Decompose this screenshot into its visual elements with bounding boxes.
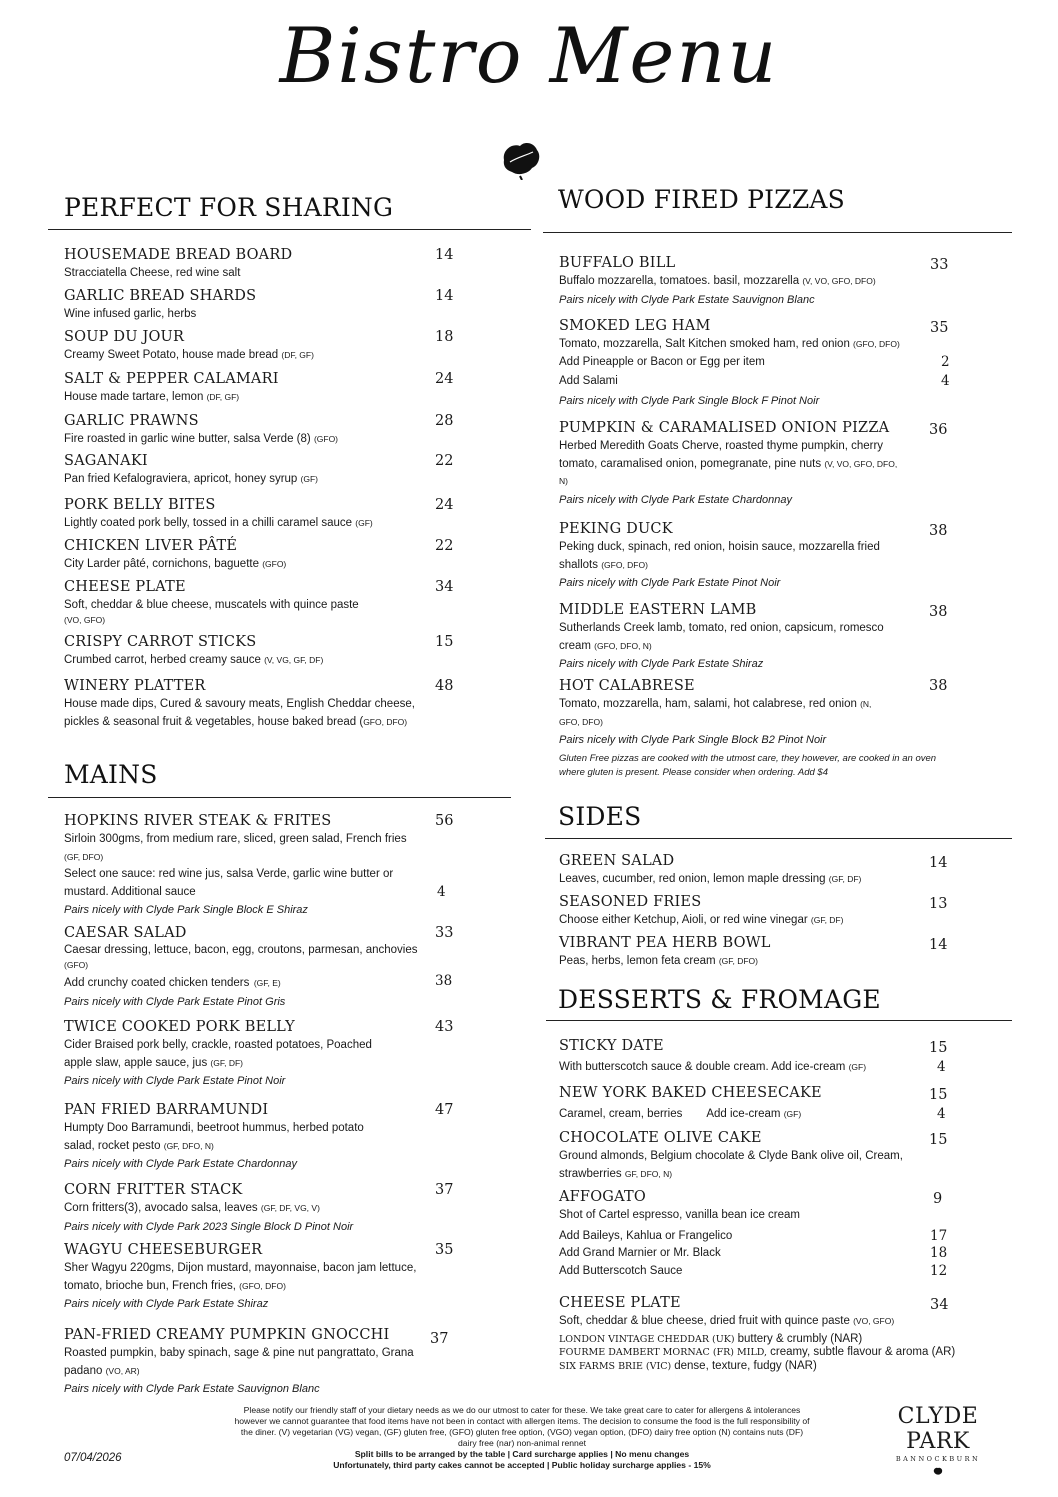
sharing-title: PERFECT FOR SHARING xyxy=(64,193,394,222)
item-name: CAESAR SALAD xyxy=(64,925,187,941)
item-tag: (N, GFO, DFO) xyxy=(559,699,872,727)
item-desc: Leaves, cucumber, red onion, lemon maple dressing xyxy=(559,873,826,885)
item-tag: (VO, AR) xyxy=(105,1365,140,1376)
item-name: CHEESE PLATE xyxy=(64,579,186,595)
item-tag: (GF) xyxy=(783,1109,802,1119)
item-name: PAN-FRIED CREAMY PUMPKIN GNOCCHI xyxy=(64,1327,390,1343)
item-desc: Corn fritters(3), avocado salsa, leaves xyxy=(64,1202,258,1214)
menu-date: 07/04/2026 xyxy=(64,1452,122,1464)
item-tag: (GF, E) xyxy=(253,978,281,988)
item-price: 14 xyxy=(929,855,948,871)
item-price: 35 xyxy=(930,320,949,336)
item-desc: Roasted pumpkin, baby spinach, sage & pine nut pangrattato, Grana padano xyxy=(64,1347,414,1377)
cheese-item xyxy=(559,1360,959,1374)
item-tag: (VO, GFO) xyxy=(64,614,106,625)
item-name: HOT CALABRESE xyxy=(559,678,695,694)
item-name: CHOCOLATE OLIVE CAKE xyxy=(559,1130,762,1146)
cheese-name: FOURME DAMBERT MORNAC (FR) MILD, xyxy=(559,1347,768,1358)
item-price: 56 xyxy=(435,813,454,829)
item-desc: Caramel, cream, berries xyxy=(559,1108,683,1120)
list-item xyxy=(559,893,959,934)
item-name: SEASONED FRIES xyxy=(559,894,702,910)
item-price: 14 xyxy=(435,247,454,263)
list-item xyxy=(64,370,464,412)
menu-title-block xyxy=(0,11,1058,100)
item-price: 38 xyxy=(929,678,948,694)
item-desc: Tomato, mozzarella, Salt Kitchen smoked ham, red onion xyxy=(559,338,850,350)
item-tag: (GF, DFO) xyxy=(64,851,104,862)
item-price: 43 xyxy=(435,1019,454,1035)
item-desc: Pan fried Kefalograviera, apricot, honey syrup xyxy=(64,473,298,485)
item-name: MIDDLE EASTERN LAMB xyxy=(559,602,757,618)
pairing-note: Pairs nicely with Clyde Park Estate Sauvignon Blanc xyxy=(559,293,815,306)
list-item xyxy=(64,812,464,924)
item-tag: (GFO, DFO, N) xyxy=(594,640,652,651)
sides-title: SIDES xyxy=(558,802,642,831)
cheese-name: SIX FARMS BRIE (VIC) xyxy=(559,1360,672,1372)
list-item xyxy=(559,1188,959,1294)
item-price: 35 xyxy=(435,1242,454,1258)
sharing-heading xyxy=(64,193,393,222)
item-tag: (V, VO, GFO, DFO) xyxy=(802,276,876,286)
list-item xyxy=(559,317,959,419)
item-desc: Cider Braised pork belly, crackle, roasted potatoes, Poached apple slaw, apple sauce, jus xyxy=(64,1039,372,1069)
item-name: CORN FRITTER STACK xyxy=(64,1182,243,1198)
item-price: 15 xyxy=(435,634,454,650)
leaf-icon xyxy=(500,140,542,180)
item-name: HOUSEMADE BREAD BOARD xyxy=(64,247,293,263)
item-desc: City Larder pâté, cornichons, baguette xyxy=(64,558,259,570)
item-price: 2 xyxy=(941,353,950,370)
list-item xyxy=(559,1084,959,1129)
list-item xyxy=(64,537,464,578)
item-price: 33 xyxy=(435,925,454,941)
item-name: SALT & PEPPER CALAMARI xyxy=(64,371,279,387)
item-name: SMOKED LEG HAM xyxy=(559,318,711,334)
item-tag: (GF, DFO) xyxy=(718,956,759,966)
item-name: AFFOGATO xyxy=(559,1189,646,1205)
list-item xyxy=(559,520,959,601)
item-desc: Caesar dressing, lettuce, bacon, egg, croutons, parmesan, anchovies xyxy=(64,944,418,956)
pizzas-list xyxy=(559,254,959,780)
item-tag: (GFO) xyxy=(64,960,89,970)
pizzas-heading xyxy=(558,185,845,214)
pairing-note: Pairs nicely with Clyde Park 2023 Single Block D Pinot Noir xyxy=(64,1220,354,1233)
item-price: 9 xyxy=(933,1191,943,1207)
item-price: 13 xyxy=(929,896,948,912)
item-tag: (V, VG, GF, DF) xyxy=(264,655,324,665)
item-desc: Peas, herbs, lemon feta cream xyxy=(559,955,716,967)
item-tag: (GFO, DFO) xyxy=(601,559,648,570)
item-name: GARLIC PRAWNS xyxy=(64,413,199,429)
item-tag: (GF, DF) xyxy=(210,1057,243,1068)
item-desc: Peking duck, spinach, red onion, hoisin sauce, mozzarella fried shallots xyxy=(559,541,880,571)
dietary-notice: Please notify our friendly staff of your dietary needs as we do our utmost to cater for these. We take great care to cater for allergens & intolerances however we cannot guarantee that food items have not been in contact with allergen items. The decision to consume the food is the full responsibility of the diner. (V) vegetarian (VG) vegan, (GF) gluten free, (GFO) gluten free option, (VGO) vegan option, (DFO) dairy free option (N) contains nuts (DF) dairy free (nar) non-animal rennet xyxy=(234,1405,810,1448)
item-price: 15 xyxy=(929,1040,948,1056)
item-name: SAGANAKI xyxy=(64,453,148,469)
list-item xyxy=(64,328,464,370)
item-price: 12 xyxy=(930,1262,948,1279)
list-item xyxy=(559,1037,959,1084)
brand-logo xyxy=(868,1404,1008,1481)
item-desc: House made tartare, lemon xyxy=(64,391,204,403)
desserts-heading xyxy=(558,985,881,1014)
item-tag: (GFO, DFO) xyxy=(239,1280,286,1291)
mains-list xyxy=(64,812,464,1398)
list-item xyxy=(64,1181,464,1241)
item-price: 33 xyxy=(930,257,949,273)
item-desc: Soft, cheddar & blue cheese, muscatels with quince paste xyxy=(64,599,359,611)
list-item xyxy=(559,1294,959,1373)
brand-name: CLYDE PARK xyxy=(897,1404,979,1454)
item-price: 4 xyxy=(937,1059,946,1075)
list-item xyxy=(64,452,464,496)
item-price: 4 xyxy=(937,1106,946,1122)
item-tag: (V, VO, GFO, DFO, N) xyxy=(559,458,898,486)
divider xyxy=(546,1020,1012,1021)
item-price: 18 xyxy=(435,329,454,345)
pairing-note: Pairs nicely with Clyde Park Estate Sauvignon Blanc xyxy=(64,1383,320,1395)
item-name: WAGYU CHEESEBURGER xyxy=(64,1242,263,1258)
cheese-item xyxy=(559,1346,959,1360)
item-name: GARLIC BREAD SHARDS xyxy=(64,288,257,304)
item-tag: (GFO, DFO) xyxy=(853,339,900,349)
item-desc: Buffalo mozzarella, tomatoes. basil, mozzarella xyxy=(559,275,800,287)
divider xyxy=(543,232,1012,233)
item-name: GREEN SALAD xyxy=(559,853,675,869)
sharing-list xyxy=(64,246,464,731)
pizzas-title: WOOD FIRED PIZZAS xyxy=(558,185,845,214)
item-price: 22 xyxy=(435,453,454,469)
item-desc: House made dips, Cured & savoury meats, English Cheddar cheese, pickles & seasonal fruit & vegetables, house baked bread ( xyxy=(64,698,415,728)
item-price: 4 xyxy=(437,884,446,900)
item-desc: Humpty Doo Barramundi, beetroot hummus, herbed potato salad, rocket pesto xyxy=(64,1122,364,1152)
list-item xyxy=(64,412,464,452)
pairing-note: Pairs nicely with Clyde Park Estate Chardonnay xyxy=(559,493,792,506)
item-name: STICKY DATE xyxy=(559,1038,664,1054)
item-price: 28 xyxy=(435,413,454,429)
item-tag: (DF, GF) xyxy=(206,392,240,402)
item-name: NEW YORK BAKED CHEESECAKE xyxy=(559,1085,822,1101)
item-tag: GFO, DFO) xyxy=(363,716,408,727)
list-item xyxy=(64,287,464,328)
item-price: 37 xyxy=(435,1182,454,1198)
item-tag: (GF) xyxy=(300,474,318,484)
item-tag: (GFO) xyxy=(313,434,339,444)
item-price: 48 xyxy=(435,678,454,694)
mains-title: MAINS xyxy=(64,760,158,789)
item-desc: Ground almonds, Belgium chocolate & Clyde Bank olive oil, Cream, strawberries xyxy=(559,1150,903,1180)
item-price: 47 xyxy=(435,1102,454,1118)
item-desc: Soft, cheddar & blue cheese, dried fruit with quince paste xyxy=(559,1315,850,1327)
item-tag: (GF, DFO, N) xyxy=(163,1140,214,1151)
item-price: 15 xyxy=(929,1132,948,1148)
item-price: 15 xyxy=(929,1087,948,1103)
item-price: 38 xyxy=(929,523,948,539)
item-name: CRISPY CARROT STICKS xyxy=(64,634,257,650)
item-desc: Sutherlands Creek lamb, tomato, red onion, capsicum, romesco cream xyxy=(559,622,884,652)
item-name: HOPKINS RIVER STEAK & FRITES xyxy=(64,813,332,829)
item-name: PORK BELLY BITES xyxy=(64,497,216,513)
item-desc: Sirloin 300gms, from medium rare, sliced, green salad, French fries xyxy=(64,833,407,845)
list-item xyxy=(64,1018,464,1101)
divider xyxy=(48,229,531,230)
pairing-note: Pairs nicely with Clyde Park Estate Shiraz xyxy=(559,658,764,670)
list-item xyxy=(64,924,464,1018)
desserts-title: DESSERTS & FROMAGE xyxy=(558,985,881,1014)
list-item xyxy=(64,633,464,677)
policy-line-2: Unfortunately, third party cakes cannot be accepted | Public holiday surcharge applies - 15% xyxy=(333,1460,711,1470)
sides-heading xyxy=(558,802,641,831)
item-name: PUMPKIN & CARAMALISED ONION PIZZA xyxy=(559,420,890,436)
item-desc: Sher Wagyu 220gms, Dijon mustard, mayonnaise, bacon jam lettuce, tomato, brioche bun, French fries, xyxy=(64,1262,417,1292)
pairing-note: Pairs nicely with Clyde Park Single Block E Shiraz xyxy=(64,904,308,916)
pairing-note: Pairs nicely with Clyde Park Single Block F Pinot Noir xyxy=(559,394,820,407)
item-name: WINERY PLATTER xyxy=(64,678,206,694)
list-item xyxy=(64,1326,464,1398)
item-desc: Wine infused garlic, herbs xyxy=(64,308,197,320)
item-tag: (GF) xyxy=(848,1062,867,1072)
item-name: PAN FRIED BARRAMUNDI xyxy=(64,1102,269,1118)
item-tag: (GF, DF, VG, V) xyxy=(260,1203,320,1213)
item-tag: (DF, GF) xyxy=(281,350,314,360)
cheese-item xyxy=(559,1333,959,1347)
leaf-small-icon xyxy=(933,1467,943,1476)
item-tag: (GF) xyxy=(355,518,373,528)
pairing-note: Pairs nicely with Clyde Park Estate Shiraz xyxy=(64,1298,269,1310)
item-price: 18 xyxy=(930,1245,948,1261)
divider xyxy=(48,797,511,798)
item-tag: (GFO) xyxy=(262,559,287,569)
cheese-desc: buttery & crumbly (NAR) xyxy=(737,1332,863,1345)
item-tag: (GF, DF) xyxy=(810,915,844,925)
list-item xyxy=(559,601,959,677)
cheese-desc: dense, texture, fudgy (NAR) xyxy=(674,1359,817,1372)
brand-sub: BANNOCKBURN xyxy=(895,1455,981,1463)
gluten-free-note: Gluten Free pizzas are cooked with the utmost care, they however, are cooked in an oven where gluten is present. Please consider when ordering. Add $4 xyxy=(559,753,937,778)
item-price: 34 xyxy=(435,579,454,595)
list-item xyxy=(559,677,959,753)
list-item xyxy=(64,1241,464,1326)
list-item xyxy=(64,1101,464,1181)
mains-heading xyxy=(64,760,158,789)
list-item xyxy=(559,254,959,317)
item-sauce: Select one sauce: red wine jus, salsa Verde, garlic wine butter or mustard. Additional sauce xyxy=(64,868,394,898)
item-desc: Shot of Cartel espresso, vanilla bean ice cream xyxy=(559,1209,800,1221)
item-price: 38 xyxy=(929,604,948,620)
item-add: Add crunchy coated chicken tenders xyxy=(64,977,250,989)
item-name: TWICE COOKED PORK BELLY xyxy=(64,1019,295,1035)
menu-title: Bistro Menu xyxy=(279,11,779,100)
item-name: VIBRANT PEA HERB BOWL xyxy=(559,935,771,951)
pairing-note: Pairs nicely with Clyde Park Estate Pinot Noir xyxy=(559,577,781,589)
list-item xyxy=(559,852,959,893)
item-name: SOUP DU JOUR xyxy=(64,329,185,345)
item-tag: GF, DFO, N) xyxy=(624,1168,673,1179)
item-price: 24 xyxy=(435,371,454,387)
item-add: Add Pineapple or Bacon or Egg per item xyxy=(559,355,765,368)
pairing-note: Pairs nicely with Clyde Park Single Block B2 Pinot Noir xyxy=(559,734,827,746)
item-price: 37 xyxy=(430,1331,449,1347)
cheese-name: LONDON VINTAGE CHEDDAR (UK) xyxy=(559,1333,735,1345)
item-desc: Lightly coated pork belly, tossed in a chilli caramel sauce xyxy=(64,517,353,529)
list-item xyxy=(64,496,464,537)
pairing-note: Pairs nicely with Clyde Park Estate Pinot Gris xyxy=(64,995,286,1008)
item-desc: Fire roasted in garlic wine butter, salsa Verde (8) xyxy=(64,433,311,445)
item-price: 22 xyxy=(435,538,454,554)
item-desc: Choose either Ketchup, Aioli, or red wine vinegar xyxy=(559,914,808,926)
item-name: CHICKEN LIVER PÂTÉ xyxy=(64,538,238,554)
item-tag: (GF, DF) xyxy=(828,874,862,884)
item-desc: Crumbed carrot, herbed creamy sauce xyxy=(64,654,261,666)
item-price: 24 xyxy=(435,497,454,513)
desserts-list xyxy=(559,1037,959,1373)
list-item xyxy=(559,934,959,971)
item-price: 4 xyxy=(941,373,950,389)
policy-line-1: Split bills to be arranged by the table | Card surcharge applies | No menu changes xyxy=(354,1449,690,1459)
list-item xyxy=(64,246,464,287)
item-name: CHEESE PLATE xyxy=(559,1295,681,1311)
item-desc: Herbed Meredith Goats Cherve, roasted thyme pumpkin, cherry tomato, caramalised onion, pomegranate, pine nuts xyxy=(559,440,884,470)
item-desc: Creamy Sweet Potato, house made bread xyxy=(64,349,279,361)
list-item xyxy=(559,419,959,520)
divider xyxy=(545,838,1012,839)
item-add: Add Grand Marnier or Mr. Black xyxy=(559,1247,721,1259)
item-desc: With butterscotch sauce & double cream. Add ice-cream xyxy=(559,1061,846,1073)
list-item xyxy=(64,677,464,731)
list-item xyxy=(559,1129,959,1188)
item-desc: Stracciatella Cheese, red wine salt xyxy=(64,267,241,279)
cheese-list xyxy=(559,1333,959,1374)
item-price: 14 xyxy=(435,288,454,304)
pairing-note: Pairs nicely with Clyde Park Estate Chardonnay xyxy=(64,1158,297,1170)
item-name: BUFFALO BILL xyxy=(559,255,676,271)
cheese-desc: creamy, subtle flavour & aroma (AR) xyxy=(770,1346,956,1358)
sides-list xyxy=(559,852,959,971)
item-add: Add Salami xyxy=(559,375,618,387)
item-add: Add Baileys, Kahlua or Frangelico xyxy=(559,1229,733,1242)
item-add: Add Butterscotch Sauce xyxy=(559,1264,683,1277)
item-price: 14 xyxy=(929,937,948,953)
footer-notice xyxy=(232,1405,812,1471)
item-add: Add ice-cream xyxy=(706,1108,781,1120)
list-item xyxy=(64,578,464,633)
pairing-note: Pairs nicely with Clyde Park Estate Pinot Noir xyxy=(64,1075,286,1087)
item-price: 36 xyxy=(929,422,948,438)
item-price: 38 xyxy=(435,973,453,989)
item-tag: (VO, GFO) xyxy=(853,1316,895,1326)
item-name: PEKING DUCK xyxy=(559,521,673,537)
item-price: 34 xyxy=(930,1297,949,1313)
item-price: 17 xyxy=(930,1227,948,1244)
item-desc: Tomato, mozzarella, ham, salami, hot calabrese, red onion xyxy=(559,698,857,710)
